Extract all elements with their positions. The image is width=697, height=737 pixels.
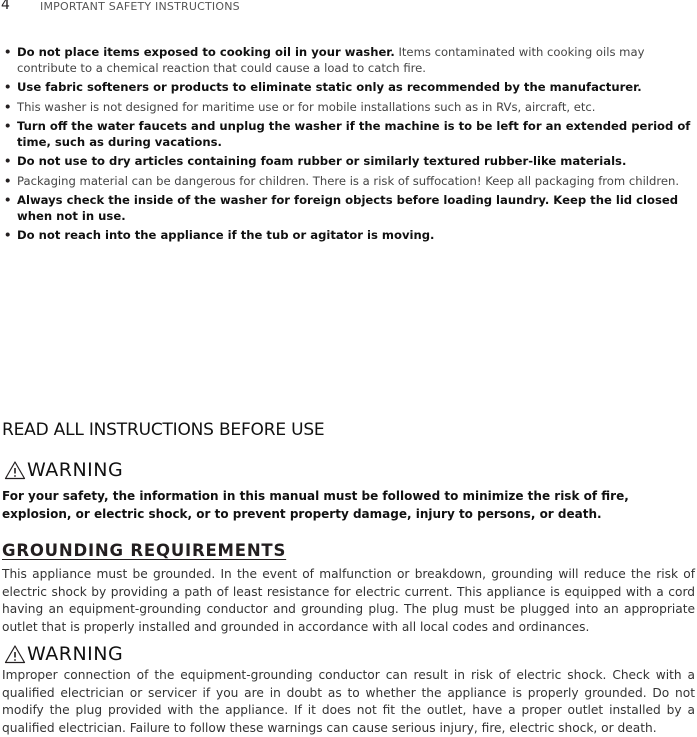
list-item	[0, 80, 697, 96]
bullet-bold-text: Do not reach into the appliance if the tub or agitator is moving.	[17, 228, 435, 242]
header-title: IMPORTANT SAFETY INSTRUCTIONS	[40, 0, 240, 13]
warning-title-text: WARNING	[27, 643, 124, 665]
bullet-bold-text: Do not use to dry articles containing foam rubber or similarly textured rubber-like materials.	[17, 154, 627, 168]
list-item	[0, 228, 697, 244]
bullet-text: This washer is not designed for maritime use or for mobile installations such as in RVs, aircraft, etc.	[17, 99, 596, 114]
read-all-heading: READ ALL INSTRUCTIONS BEFORE USE	[2, 420, 325, 440]
list-item	[0, 174, 697, 190]
grounding-text: This appliance must be grounded. In the event of malfunction or breakdown, grounding will reduce the risk of electric shock by providing a path of least resistance for electric current. This appliance is equipped with a cord having an equipment-grounding conductor and grounding plug. The plug must be plugged into an appropriate outlet that is properly installed and grounded in accordance with all local codes and ordinances.	[2, 567, 695, 634]
page-header	[0, 0, 697, 14]
list-item	[0, 45, 697, 76]
warning-triangle-icon	[4, 644, 26, 664]
warning-title-text: WARNING	[27, 459, 124, 481]
grounding-heading: GROUNDING REQUIREMENTS	[2, 541, 287, 560]
warning-title	[4, 643, 123, 665]
bullet-bold-text: Turn off the water faucets and unplug the washer if the machine is to be left for an extended period of time, such as during vacations.	[17, 119, 691, 149]
bullet-text: Packaging material can be dangerous for children. There is a risk of suffocation! Keep all packaging from children.	[17, 173, 680, 188]
warning-triangle-icon	[4, 460, 26, 480]
list-item	[0, 193, 697, 224]
warning-title	[4, 459, 123, 481]
bullet-bold-text: Do not place items exposed to cooking oil in your washer.	[17, 45, 395, 59]
warning-text: For your safety, the information in this manual must be followed to minimize the risk of fire, explosion, or electric shock, or to prevent property damage, injury to persons, or death.	[2, 489, 629, 521]
list-item	[0, 154, 697, 170]
warning-text: Improper connection of the equipment-grounding conductor can result in risk of electric shock. Check with a qualified electrician or servicer if you are in doubt as to whether the appliance is properly grounded. Do not modify the plug provided with the appliance. If it does not fit the outlet, have a proper outlet installed by a qualified electrician. Failure to follow these warnings can cause serious injury, fire, electric shock, or death.	[2, 668, 695, 735]
bullet-text: Items contaminated with cooking oils may contribute to a chemical reaction that could cause a load to catch fire.	[17, 45, 645, 75]
page-number: 4	[1, 0, 10, 13]
safety-bullet-list	[0, 45, 697, 248]
bullet-bold-text: Use fabric softeners or products to eliminate static only as recommended by the manufacturer.	[17, 80, 642, 94]
list-item	[0, 100, 697, 116]
bullet-bold-text: Always check the inside of the washer for foreign objects before loading laundry. Keep the lid closed when not in use.	[17, 193, 679, 223]
list-item	[0, 119, 697, 150]
